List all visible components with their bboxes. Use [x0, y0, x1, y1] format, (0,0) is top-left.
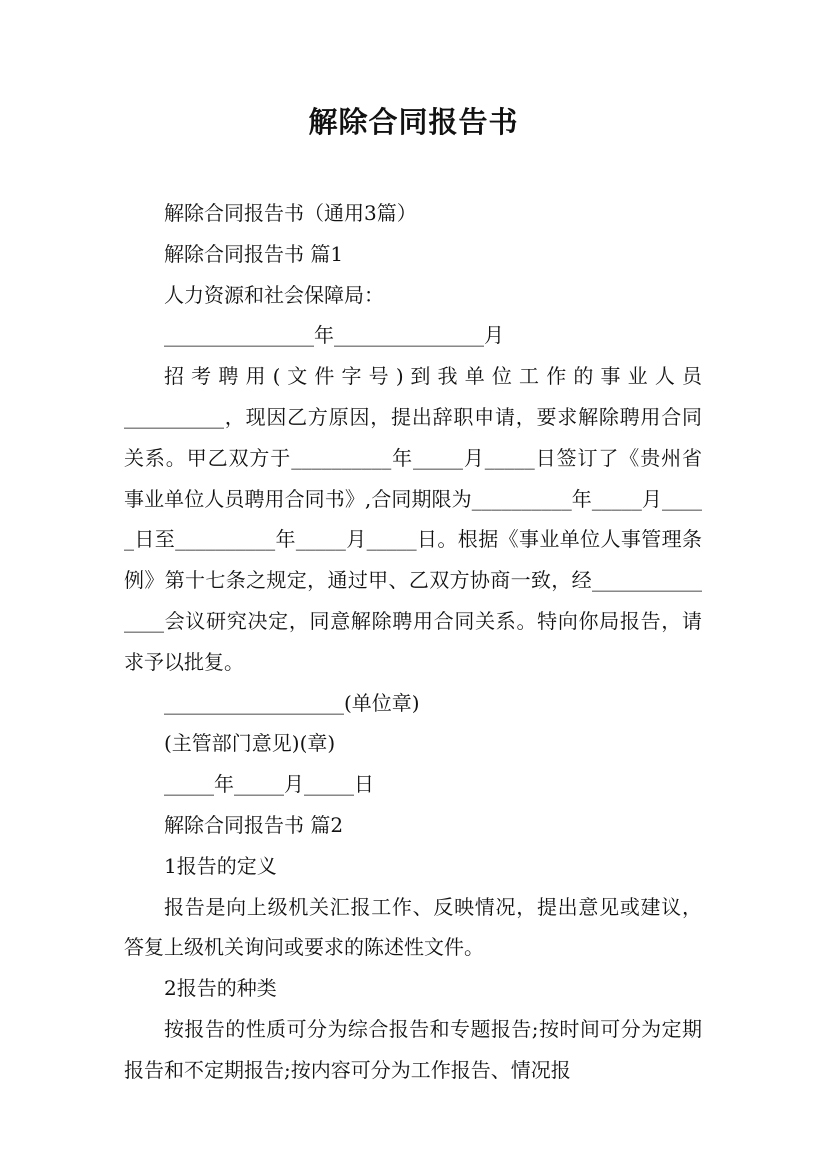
document-title: 解除合同报告书	[308, 105, 519, 139]
paragraph-section-2-heading: 解除合同报告书 篇2	[164, 812, 344, 837]
paragraph-department-opinion: (主管部门意见)(章)	[164, 731, 336, 756]
paragraph-date-blank-line: _______________年_______________月	[164, 323, 504, 348]
paragraph-report-types-heading: 2报告的种类	[164, 976, 277, 1001]
paragraph-section-1-heading: 解除合同报告书 篇1	[164, 241, 344, 266]
paragraph-report-types: 按报告的性质可分为综合报告和专题报告;按时间可分为定期报告和不定期报告;按内容可分为工作报告、情况报	[124, 1016, 702, 1082]
document-body	[124, 193, 702, 1091]
paragraph-report-definition-heading: 1报告的定义	[164, 853, 277, 878]
paragraph-report-definition: 报告是向上级机关汇报工作、反映情况，提出意见或建议，答复上级机关询问或要求的陈述性文件。	[124, 894, 702, 960]
paragraph-subtitle: 解除合同报告书（通用3篇）	[164, 201, 417, 225]
paragraph-signature-date: _____年_____月_____日	[164, 772, 374, 797]
paragraph-main-content: 招 考 聘 用 ( 文 件 字 号 ) 到 我 单 位 工 作 的 事 业 人 员 __________，现因乙方原因，提出辞职申请，要求解除聘用合同关系。甲乙双方于__________年_____月_____日签订了《贵州省事业单位人员聘用合同书》,合同期限为__________年_____月_____日至__________年_____月_____日。根据《事业单位人事管理条例》第十七条之规定，通过甲、乙双方协商一致，经_______________会议研究决定，同意解除聘用合同关系。特向你局报告，请求予以批复。	[124, 364, 702, 674]
paragraph-unit-seal: __________________(单位章)	[164, 690, 420, 715]
paragraph-addressee: 人力资源和社会保障局：	[164, 282, 384, 307]
